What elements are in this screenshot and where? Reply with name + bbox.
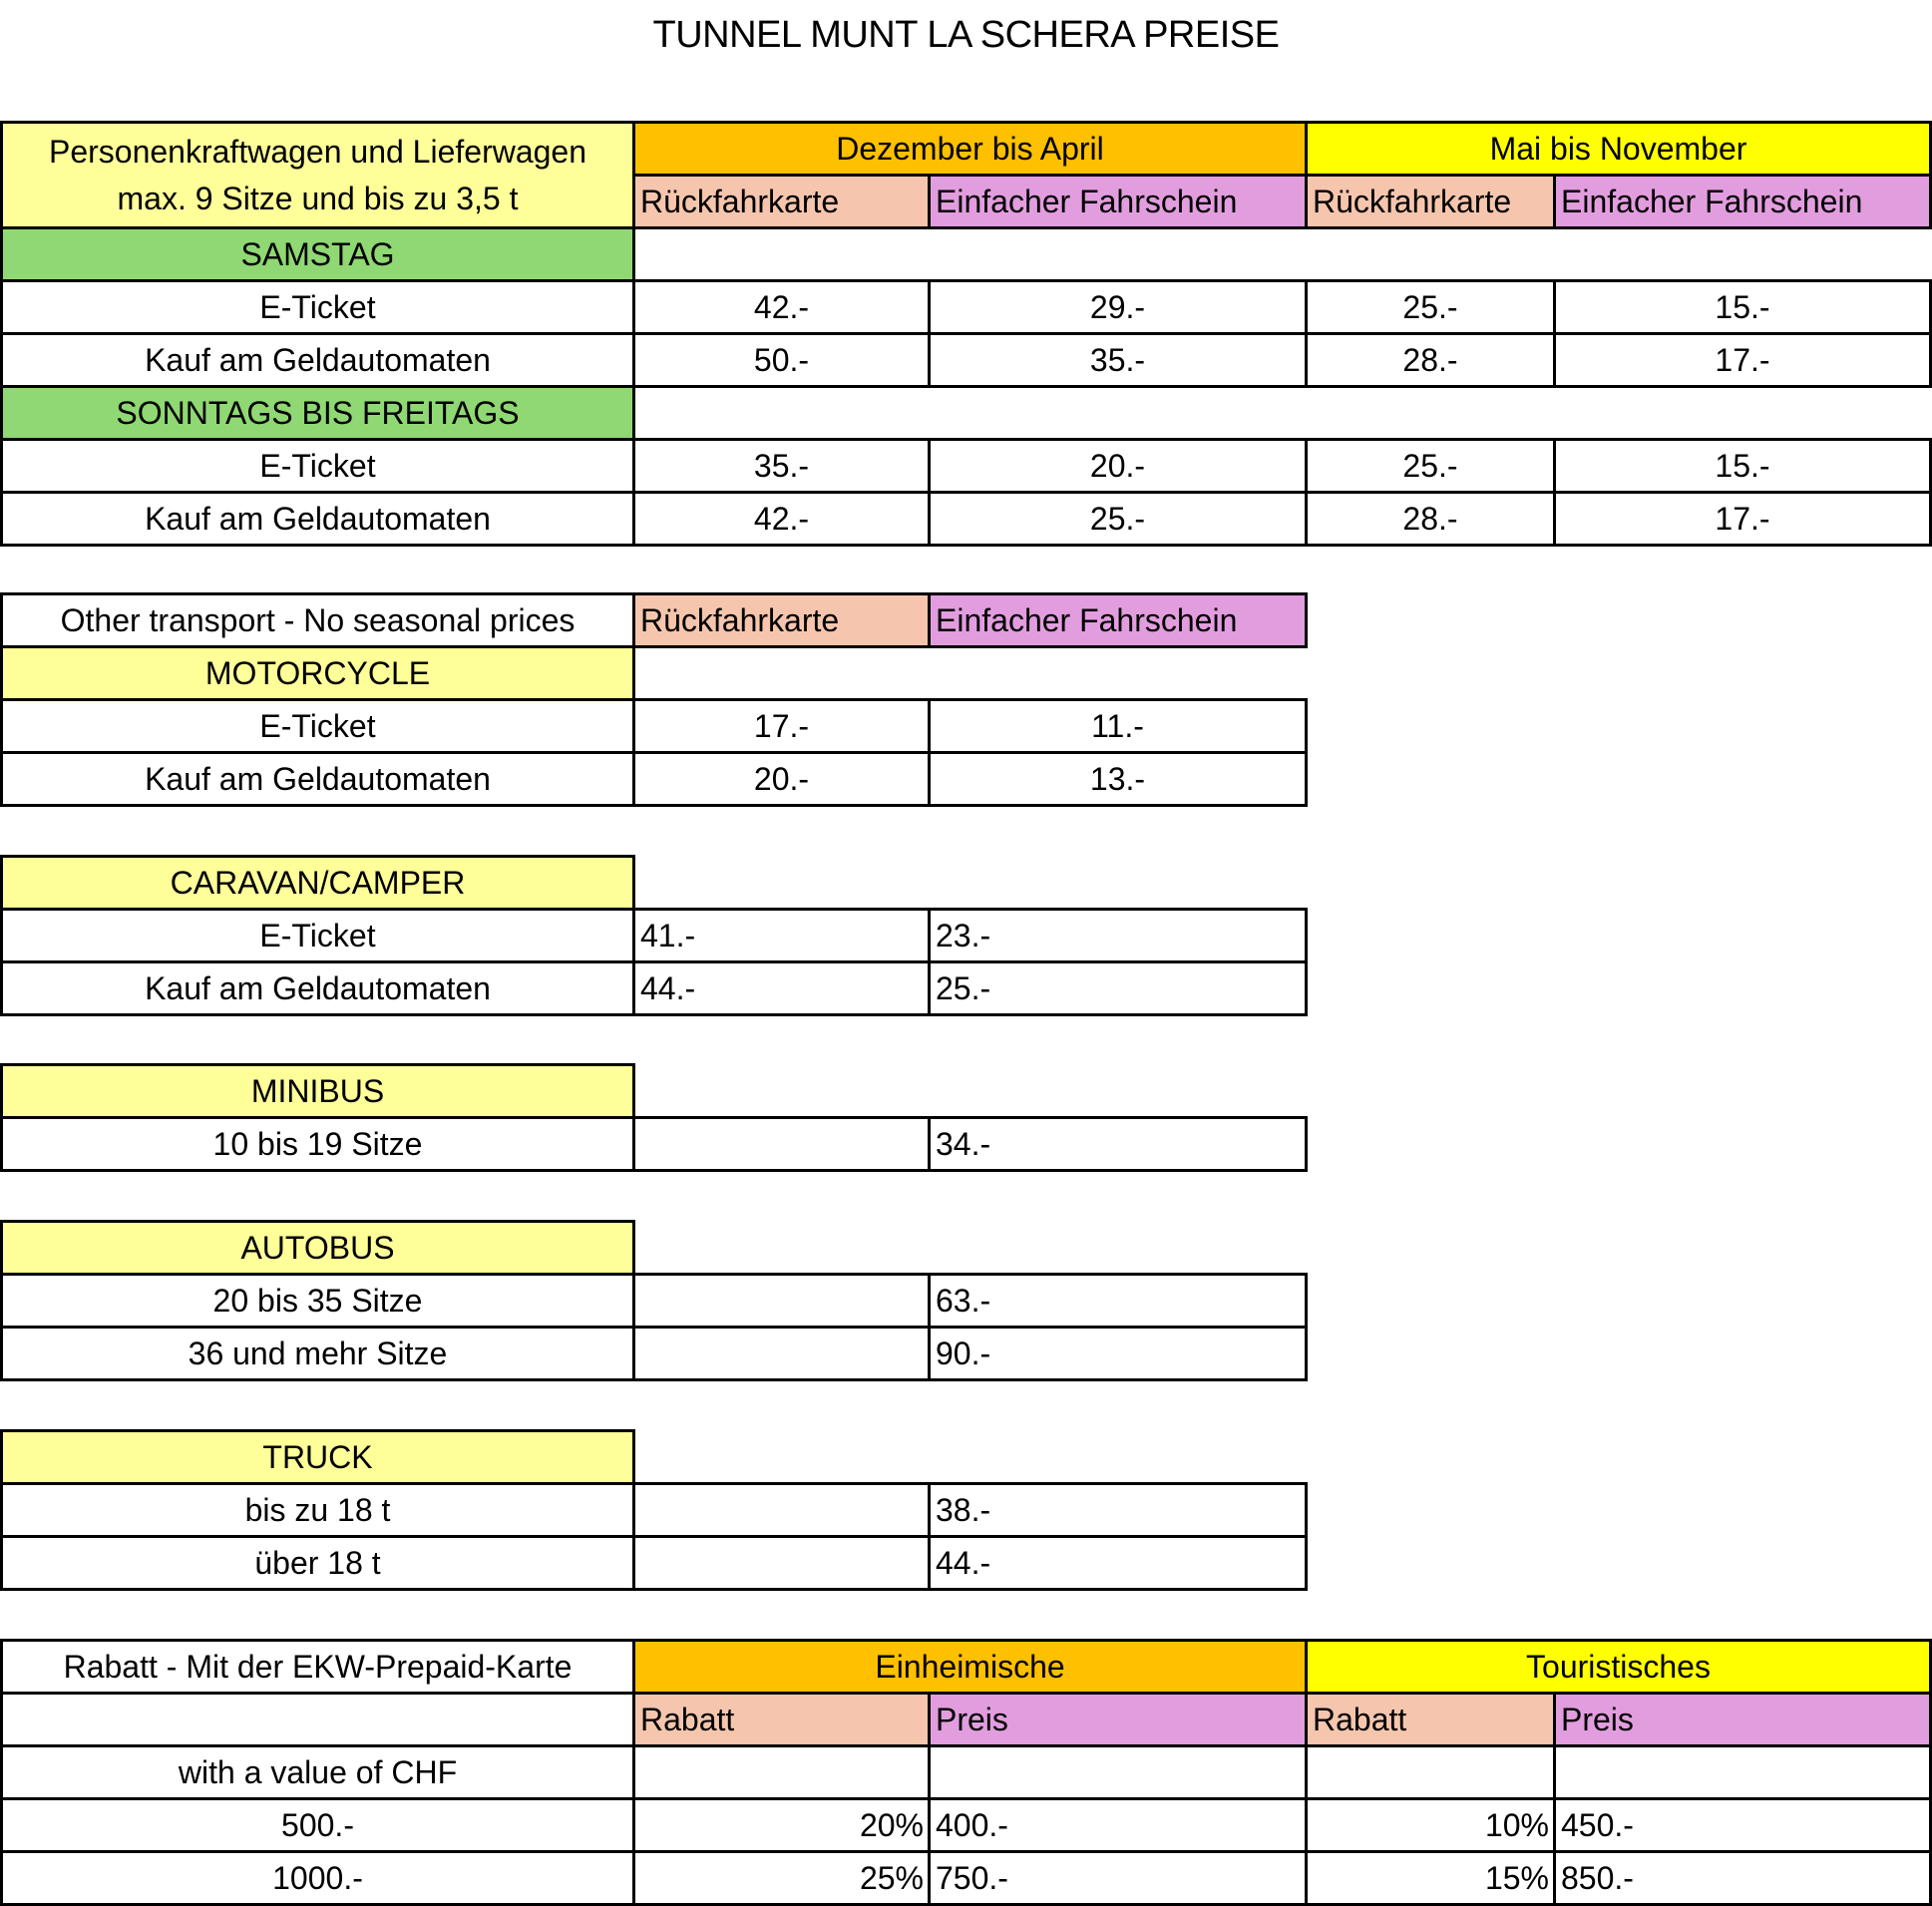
other-transport-header: Other transport - No seasonal prices <box>0 592 635 648</box>
tourists-discount: 15% <box>1305 1850 1556 1906</box>
row-label: 36 und mehr Sitze <box>0 1326 635 1381</box>
price-single: 63.- <box>928 1273 1308 1329</box>
price-summer-return: 28.- <box>1305 332 1556 388</box>
price-summer-single: 15.- <box>1553 279 1932 335</box>
price-winter-return: 50.- <box>632 332 931 388</box>
row-label: über 18 t <box>0 1535 635 1591</box>
price-summer-return: 25.- <box>1305 438 1556 494</box>
price-summer-return: 28.- <box>1305 491 1556 547</box>
price-return <box>632 1326 931 1381</box>
price-return: 41.- <box>632 908 931 963</box>
group-label-saturday: SAMSTAG <box>0 226 635 282</box>
row-label: Kauf am Geldautomaten <box>0 960 635 1016</box>
locals-price: 400.- <box>928 1797 1308 1853</box>
col-header-return: Rückfahrkarte <box>632 592 931 648</box>
price-summer-single: 17.- <box>1553 332 1932 388</box>
price-summer-single: 15.- <box>1553 438 1932 494</box>
price-winter-single: 29.- <box>928 279 1308 335</box>
row-label: Kauf am Geldautomaten <box>0 332 635 388</box>
col-header-tourists-price: Preis <box>1553 1692 1932 1747</box>
page-title: TUNNEL MUNT LA SCHERA PREISE <box>652 14 1280 56</box>
price-single: 90.- <box>928 1326 1308 1381</box>
row-label: Kauf am Geldautomaten <box>0 751 635 807</box>
row-label: 20 bis 35 Sitze <box>0 1273 635 1329</box>
col-header-winter-return: Rückfahrkarte <box>632 174 931 229</box>
price-summer-single: 17.- <box>1553 491 1932 547</box>
tourists-discount: 10% <box>1305 1797 1556 1853</box>
cars-header-line1: Personenkraftwagen und Lieferwagen <box>48 133 587 170</box>
price-summer-return: 25.- <box>1305 279 1556 335</box>
price-single: 25.- <box>928 960 1308 1016</box>
tourists-price: 850.- <box>1553 1850 1932 1906</box>
price-return: 44.- <box>632 960 931 1016</box>
discount-blank-cell <box>0 1692 635 1747</box>
row-label: E-Ticket <box>0 279 635 335</box>
price-winter-return: 35.- <box>632 438 931 494</box>
empty-cell <box>632 1744 931 1800</box>
group-header-tourists: Touristisches <box>1305 1639 1932 1695</box>
row-label: E-Ticket <box>0 908 635 963</box>
price-single: 44.- <box>928 1535 1308 1591</box>
col-header-locals-price: Preis <box>928 1692 1308 1747</box>
empty-cell <box>1305 1744 1556 1800</box>
category-label-minibus: MINIBUS <box>0 1063 635 1119</box>
cars-category-header <box>0 121 635 229</box>
price-return: 20.- <box>632 751 931 807</box>
tourists-price: 450.- <box>1553 1797 1932 1853</box>
locals-discount: 20% <box>632 1797 931 1853</box>
price-return <box>632 1535 931 1591</box>
price-winter-single: 20.- <box>928 438 1308 494</box>
col-header-summer-return: Rückfahrkarte <box>1305 174 1556 229</box>
price-single: 11.- <box>928 698 1308 754</box>
category-label-caravan: CARAVAN/CAMPER <box>0 855 635 911</box>
season-header-summer: Mai bis November <box>1305 121 1932 177</box>
empty-cell <box>1553 1744 1932 1800</box>
price-single: 13.- <box>928 751 1308 807</box>
price-single: 34.- <box>928 1116 1308 1172</box>
row-label: E-Ticket <box>0 698 635 754</box>
price-winter-return: 42.- <box>632 491 931 547</box>
card-value: 500.- <box>0 1797 635 1853</box>
price-return <box>632 1116 931 1172</box>
col-header-single: Einfacher Fahrschein <box>928 592 1308 648</box>
group-header-locals: Einheimische <box>632 1639 1308 1695</box>
col-header-locals-discount: Rabatt <box>632 1692 931 1747</box>
category-label-autobus: AUTOBUS <box>0 1220 635 1276</box>
price-return <box>632 1482 931 1538</box>
price-winter-single: 25.- <box>928 491 1308 547</box>
col-header-tourists-discount: Rabatt <box>1305 1692 1556 1747</box>
price-return: 17.- <box>632 698 931 754</box>
price-winter-return: 42.- <box>632 279 931 335</box>
season-header-winter: Dezember bis April <box>632 121 1308 177</box>
cars-header-line2: max. 9 Sitze und bis zu 3,5 t <box>117 181 519 217</box>
price-winter-single: 35.- <box>928 332 1308 388</box>
row-label: 10 bis 19 Sitze <box>0 1116 635 1172</box>
row-label: Kauf am Geldautomaten <box>0 491 635 547</box>
category-label-motorcycle: MOTORCYCLE <box>0 645 635 701</box>
row-label: bis zu 18 t <box>0 1482 635 1538</box>
col-header-winter-single: Einfacher Fahrschein <box>928 174 1308 229</box>
category-label-truck: TRUCK <box>0 1429 635 1485</box>
group-label-weekdays: SONNTAGS BIS FREITAGS <box>0 385 635 441</box>
discount-header: Rabatt - Mit der EKW-Prepaid-Karte <box>0 1639 635 1695</box>
card-value: 1000.- <box>0 1850 635 1906</box>
price-single: 23.- <box>928 908 1308 963</box>
row-label: E-Ticket <box>0 438 635 494</box>
col-header-summer-single: Einfacher Fahrschein <box>1553 174 1932 229</box>
price-return <box>632 1273 931 1329</box>
value-label: with a value of CHF <box>0 1744 635 1800</box>
price-single: 38.- <box>928 1482 1308 1538</box>
locals-price: 750.- <box>928 1850 1308 1906</box>
locals-discount: 25% <box>632 1850 931 1906</box>
empty-cell <box>928 1744 1308 1800</box>
